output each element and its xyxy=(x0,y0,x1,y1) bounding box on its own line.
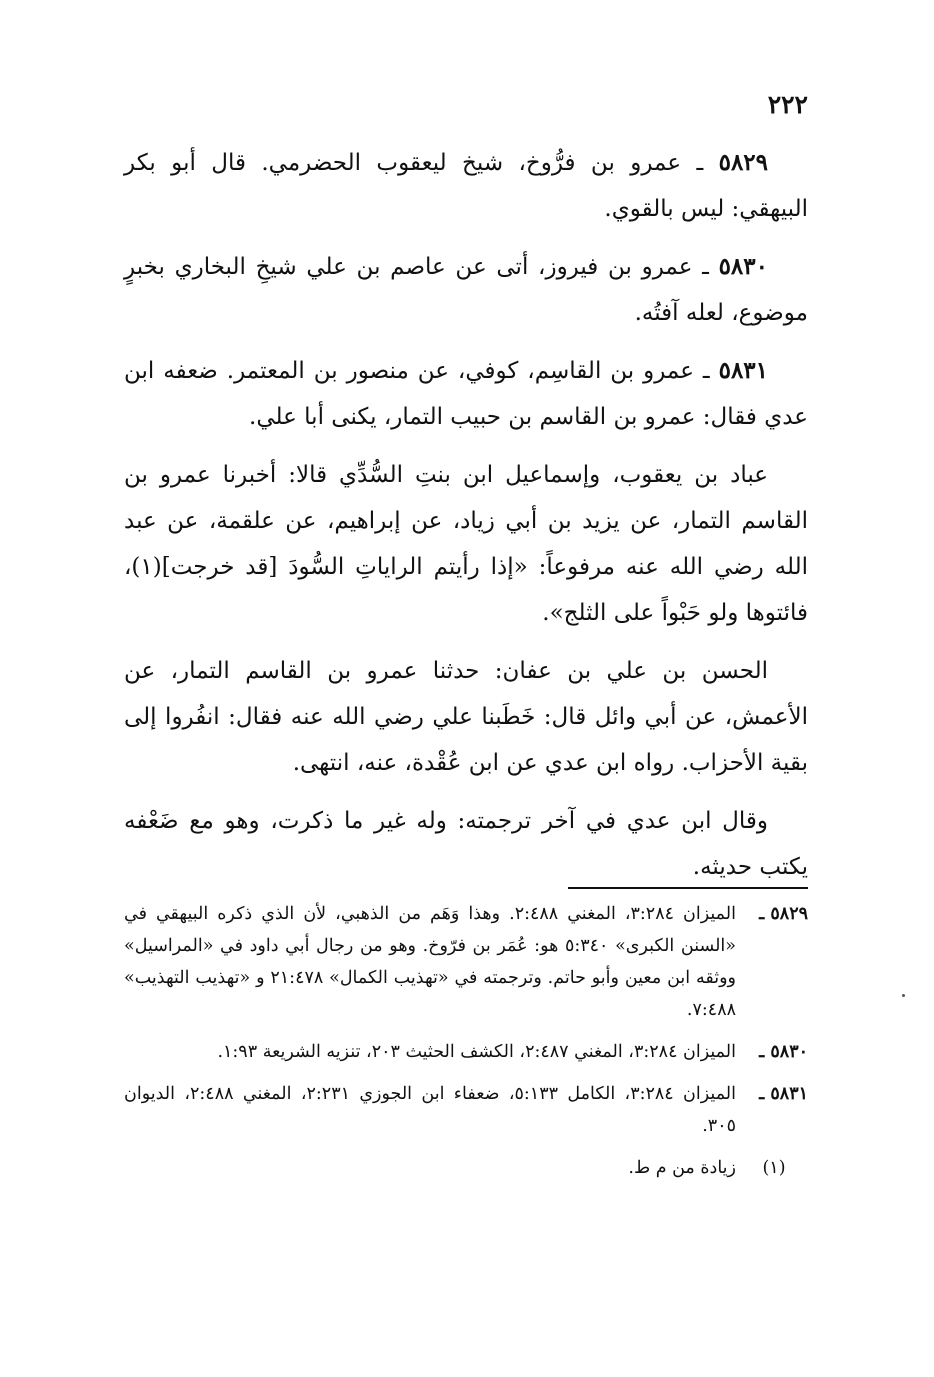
narration-paragraph: عباد بن يعقوب، وإسماعيل ابن بنتِ السُّدِّي قالا: أخبرنا عمرو بن القاسم التمار، عن يزيد بن أبي زياد، عن إبراهيم، عن علقمة، عن عبد الله رضي الله عنه مرفوعاً: «إذا رأيتم الراياتِ السُّودَ [قد خرجت](١)، فائتوها ولو حَبْواً على الثلج». xyxy=(124,462,808,626)
entry-text: ـ عمرو بن فيروز، أتى عن عاصم بن علي شيخِ البخاري بخبرٍ موضوع، لعله آفتُه. xyxy=(124,254,808,326)
note-text: الميزان ٣:٢٨٤، المغني ٢:٤٨٧، الكشف الحثيث ٢٠٣، تنزيه الشريعة ١:٩٣. xyxy=(217,1042,736,1062)
entry-number: ٥٨٢٩ xyxy=(718,149,769,176)
entry-text: ـ عمرو بن القاسِم، كوفي، عن منصور بن المعتمر. ضعفه ابن عدي فقال: عمرو بن القاسم بن حبيب التمار، يكنى أبا علي. xyxy=(124,358,808,430)
entry-number: ٥٨٣١ xyxy=(718,357,769,384)
narration-paragraph: الحسن بن علي بن عفان: حدثنا عمرو بن القاسم التمار، عن الأعمش، عن أبي وائل قال: خَطَبنا علي رضي الله عنه فقال: انفُروا إلى بقية الأحزاب. رواه ابن عدي عن ابن عُقْدة، عنه، انتهى. xyxy=(124,658,808,776)
page-number: ٢٢٢ xyxy=(767,90,808,119)
footnote-1 xyxy=(124,1152,808,1184)
note-number: ٥٨٣٠ ـ xyxy=(759,1042,808,1062)
entry-5829 xyxy=(124,140,808,232)
entry-text: ـ عمرو بن فرُّوخ، شيخ ليعقوب الحضرمي. قال أبو بكر البيهقي: ليس بالقوي. xyxy=(124,150,808,222)
closing-paragraph: وقال ابن عدي في آخر ترجمته: وله غير ما ذكرت، وهو مع ضَعْفه يكتب حديثه. xyxy=(124,808,808,880)
note-5830 xyxy=(124,1036,808,1068)
note-text: الميزان ٣:٢٨٤، المغني ٢:٤٨٨. وهذا وَهَم من الذهبي، لأن الذي ذكره البيهقي في «السنن الكبرى» ٥:٣٤٠ هو: عُمَر بن فرّوخ. وهو من رجال أبي داود في «المراسيل» ووثقه ابن معين وأبو حاتم. وترجمته في «تهذيب الكمال» ٢١:٤٧٨ و «تهذيب التهذيب» ٧:٤٨٨. xyxy=(124,904,736,1020)
main-text xyxy=(124,140,808,902)
note-number: ٥٨٣١ ـ xyxy=(759,1084,808,1104)
scan-speck xyxy=(902,994,905,997)
entry-5831 xyxy=(124,348,808,440)
entry-number: ٥٨٣٠ xyxy=(718,253,768,280)
note-number: ٥٨٢٩ ـ xyxy=(759,904,808,924)
footnote-text: زيادة من م ط. xyxy=(628,1158,736,1178)
note-5829 xyxy=(124,898,808,1026)
entry-5830 xyxy=(124,244,808,336)
footnotes-section xyxy=(124,898,808,1184)
note-5831 xyxy=(124,1078,808,1142)
footnote-divider xyxy=(568,887,808,889)
note-text: الميزان ٣:٢٨٤، الكامل ٥:١٣٣، ضعفاء ابن الجوزي ٢:٢٣١، المغني ٢:٤٨٨، الديوان ٣٠٥. xyxy=(124,1084,737,1136)
footnote-number: (١) xyxy=(762,1158,786,1178)
